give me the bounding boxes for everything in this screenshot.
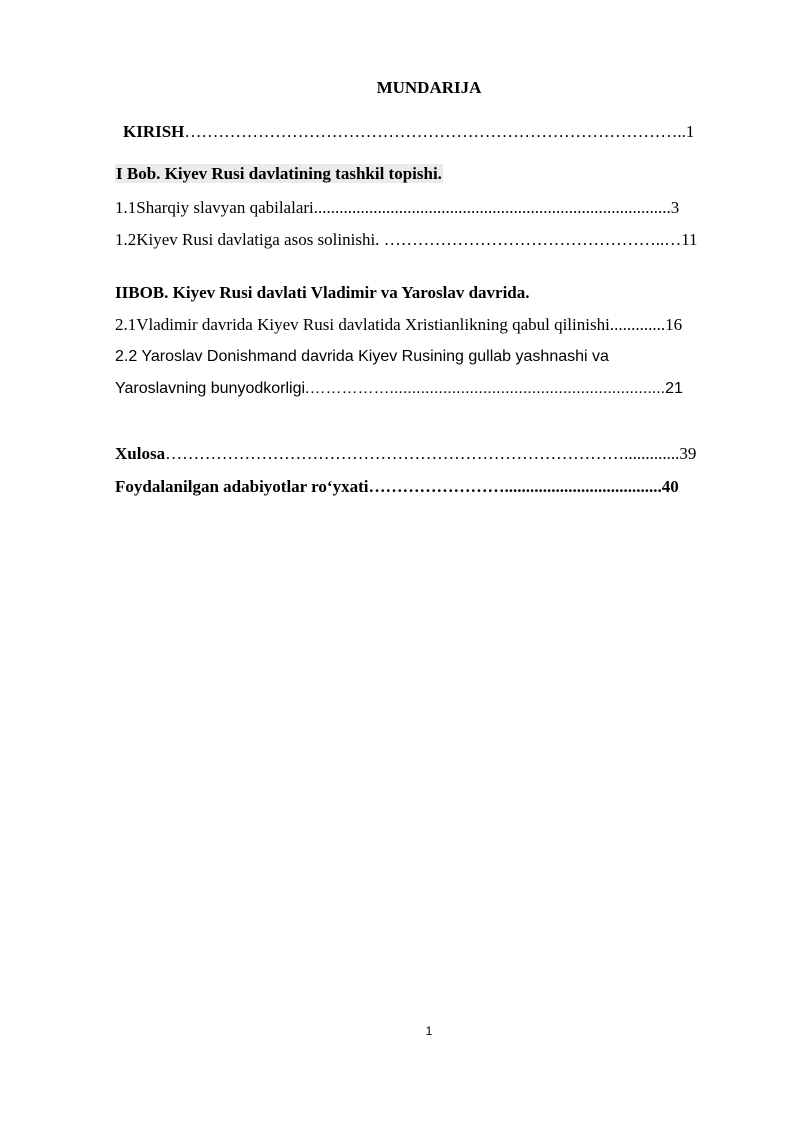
toc-chapter-2 (115, 282, 530, 304)
toc-entry-label: 1.1Sharqiy slavyan qabilalari (115, 198, 314, 217)
toc-page-number: 16 (665, 315, 683, 334)
toc-page-number: 39 (679, 444, 697, 463)
toc-page-number: 40 (661, 477, 679, 496)
toc-page-number: 11 (681, 230, 698, 249)
toc-entry-2-2-line2 (115, 378, 683, 400)
toc-entry-label: KIRISH (123, 122, 185, 141)
toc-entry-1-2 (115, 229, 698, 251)
toc-title: MUNDARIJA (376, 78, 482, 97)
toc-page-number: 1 (685, 122, 695, 141)
page-number: 1 (425, 1024, 433, 1038)
toc-page-number: 21 (665, 380, 683, 397)
toc-chapter-label: I Bob. Kiyev Rusi davlatining tashkil topishi. (116, 164, 442, 183)
toc-entry-kirish (123, 121, 694, 143)
toc-entry-label: Yaroslavning bunyodkorligi (115, 380, 306, 397)
toc-leader-dots: .................................................................................... (313, 198, 671, 217)
toc-entry-foydalanilgan (115, 476, 679, 498)
toc-entry-label: Foydalanilgan adabiyotlar ro‘yxati (115, 477, 369, 496)
toc-entry-label: Xulosa (115, 444, 166, 463)
toc-leader-dots: .…………….............................................................. (305, 380, 666, 397)
toc-leader-dots: …………………………………………..… (383, 230, 682, 249)
toc-chapter-label: IIBOB. Kiyev Rusi davlati Vladimir va Yaroslav davrida. (115, 283, 530, 302)
toc-entry-label: 2.1Vladimir davrida Kiyev Rusi davlatida Xristianlikning qabul qilinishi (115, 315, 610, 334)
toc-page-number: 3 (670, 198, 680, 217)
toc-entry-label: 2.2 Yaroslav Donishmand davrida Kiyev Rusining gullab yashnashi va (115, 348, 609, 365)
toc-entry-2-2-line1 (115, 346, 609, 368)
toc-leader-dots: ............. (609, 315, 666, 334)
toc-entry-label: 1.2Kiyev Rusi davlatiga asos solinishi. (115, 230, 384, 249)
toc-entry-1-1 (115, 197, 679, 219)
toc-leader-dots: ………………………………………………………………………............. (165, 444, 680, 463)
toc-chapter-1 (115, 163, 443, 185)
toc-entry-xulosa (115, 443, 696, 465)
toc-leader-dots: …………………………………………………………………………….. (184, 122, 686, 141)
toc-entry-2-1 (115, 314, 682, 336)
toc-leader-dots: ……………………..................................... (368, 477, 662, 496)
